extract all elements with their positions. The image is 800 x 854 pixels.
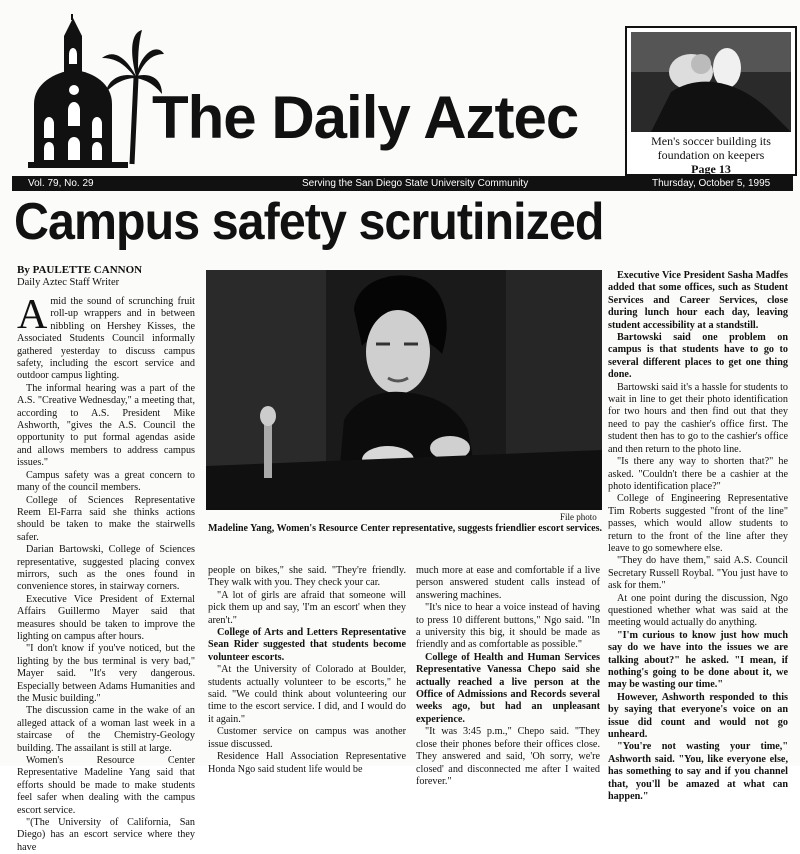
headline: Campus safety scrutinized xyxy=(14,193,604,251)
paragraph: "They do have them," said A.S. Council Secretary Russell Roybal. "You just have to ask for them." xyxy=(608,555,788,592)
paragraph: "I'm curious to know just how much say do we have into the issues we are talking about?" he asked. "I mean, if nothing's going to be done about it, we may be wasting our time." xyxy=(608,629,788,691)
paragraph: Bartowski said it's a hassle for students to wait in line to get their photo identification for two hours and then find out that they need to pay the cashier's office first. The student then has to go to the cashier's office and then return to the photo line. xyxy=(608,381,788,455)
teaser-photo xyxy=(631,32,791,132)
masthead-title: The Daily Aztec xyxy=(152,84,579,151)
paragraph: much more at ease and comfortable if a live person answered student calls instead of answering machines. xyxy=(416,565,600,601)
paragraph: "It was 3:45 p.m.," Chepo said. "They close their phones before their offices close. They answered and said, 'Oh sorry, we're closed' and disconnected me after I waited forever." xyxy=(416,726,600,787)
madeline-yang-photo xyxy=(206,270,602,510)
teaser-headline: Men's soccer building its foundation on keepers xyxy=(651,134,771,162)
byline xyxy=(17,264,142,289)
issue-date: Thursday, October 5, 1995 xyxy=(652,178,771,189)
paragraph: "At the University of Colorado at Boulder, students actually volunteer to be escorts," he said. "We could think about volunteering our time to the escort service. I did, and I would do it again." xyxy=(208,664,406,725)
paragraph: College of Health and Human Services Representative Vanessa Chepo said she actually reached a live person at the Office of Admissions and Records several weeks ago, but had an unpleasant experience. xyxy=(416,651,600,725)
article-column-4 xyxy=(608,270,788,803)
paragraph: The discussion came in the wake of an alleged attack of a woman last week in a staircase of the Chemistry-Geology building. The assailant is still at large. xyxy=(17,705,195,754)
volume-number: Vol. 79, No. 29 xyxy=(28,178,94,189)
article-column-1 xyxy=(17,292,195,854)
byline-role: Daily Aztec Staff Writer xyxy=(17,277,120,288)
paragraph: College of Sciences Representative Reem El-Farra said she thinks actions should be taken to make the stairwells safer. xyxy=(17,494,195,543)
teaser-page-ref: Page 13 xyxy=(691,162,731,176)
paragraph: Darian Bartowski, College of Sciences representative, suggested placing convex mirrors, such as the ones found in convenience stores, in stairway corners. xyxy=(17,544,195,593)
teaser-box[interactable] xyxy=(625,26,797,176)
paragraph: people on bikes," she said. "They're friendly. They walk with you. They check your car. xyxy=(208,565,406,589)
paragraph: The informal hearing was a part of the A.S. "Creative Wednesday," a meeting that, according to A.S. President Mike Ashworth, "gives the A.S. Council the opportunity to put formal agendas aside and allows members to address campus issues." xyxy=(17,382,195,469)
paragraph: College of Arts and Letters Representative Sean Rider suggested that students become volunteer escorts. xyxy=(208,627,406,663)
paragraph: However, Ashworth responded to this by saying that everyone's voice on an issue did count and would not go unheard. xyxy=(608,691,788,741)
paragraph: "It's nice to hear a voice instead of having to press 10 different buttons," Ngo said. "In a university this big, it should be made as friendly and as comfortable as possible." xyxy=(416,602,600,651)
article-column-3 xyxy=(416,565,600,788)
lead-paragraph: Amid the sound of scrunching fruit roll-up wrappers and in between nibbling on Hershey Kisses, the Associated Students Council informally gathered yesterday to discuss campus safety, including the escort service and outdoor campus lighting. xyxy=(17,292,195,382)
paragraph: "A lot of girls are afraid that someone will pick them up and say, 'I'm an escort' when they aren't." xyxy=(208,589,406,626)
article-column-2 xyxy=(208,565,406,776)
paragraph: Women's Resource Center Representative Madeline Yang said that efforts should be made to make students feel safer when dealing with the campus escort service. xyxy=(17,755,195,816)
paragraph: Campus safety was a great concern to many of the council members. xyxy=(17,469,195,494)
info-bar xyxy=(12,176,793,191)
paragraph: At one point during the discussion, Ngo questioned whether what was said at the meeting would actually do anything. xyxy=(608,592,788,629)
byline-author: By PAULETTE CANNON xyxy=(17,264,143,276)
paragraph: "(The University of California, San Diego) has an escort service where they have xyxy=(17,817,195,853)
drop-cap: A xyxy=(17,292,48,338)
paragraph: "Is there any way to shorten that?" he asked. "Couldn't there be a cashier at the photo identification place?" xyxy=(608,456,788,492)
tagline: Serving the San Diego State University Community xyxy=(302,178,529,189)
paragraph: "You're not wasting your time," Ashworth said. "You, like everyone else, has something to say and if you channel that, you'll be amazed at what can happen." xyxy=(608,741,788,803)
paragraph: Customer service on campus was another issue discussed. xyxy=(208,726,406,750)
paragraph: Executive Vice President of External Affairs Guillermo Mayer said that measures should be taken to improve the lighting on campus after hours. xyxy=(17,593,195,642)
photo-credit: File photo xyxy=(560,512,597,522)
photo-caption: Madeline Yang, Women's Resource Center representative, suggests friendlier escort services. xyxy=(208,523,603,534)
paragraph: College of Engineering Representative Tim Roberts suggested "front of the line" passes, which would allow students to return to the front of the line after they leave to go somewhere else. xyxy=(608,493,788,554)
paragraph: Residence Hall Association Representative Honda Ngo said student life would be xyxy=(208,751,406,775)
soccer-keeper-image xyxy=(631,32,791,132)
paragraph: Executive Vice President Sasha Madfes added that some offices, such as Student Services and Career Services, close during lunch hour each day, leaving student accessibility at a standstill. xyxy=(608,270,788,331)
article-photo xyxy=(206,270,602,510)
mission-logo-icon xyxy=(24,14,164,172)
paragraph: Bartowski said one problem on campus is that students have to go to several different places to get one thing done. xyxy=(608,332,788,381)
paragraph: "I don't know if you've noticed, but the lighting by the bus terminal is very bad," Mayer said. "It's very dangerous. Especially between Adams Humanities and the Music building." xyxy=(17,643,195,704)
